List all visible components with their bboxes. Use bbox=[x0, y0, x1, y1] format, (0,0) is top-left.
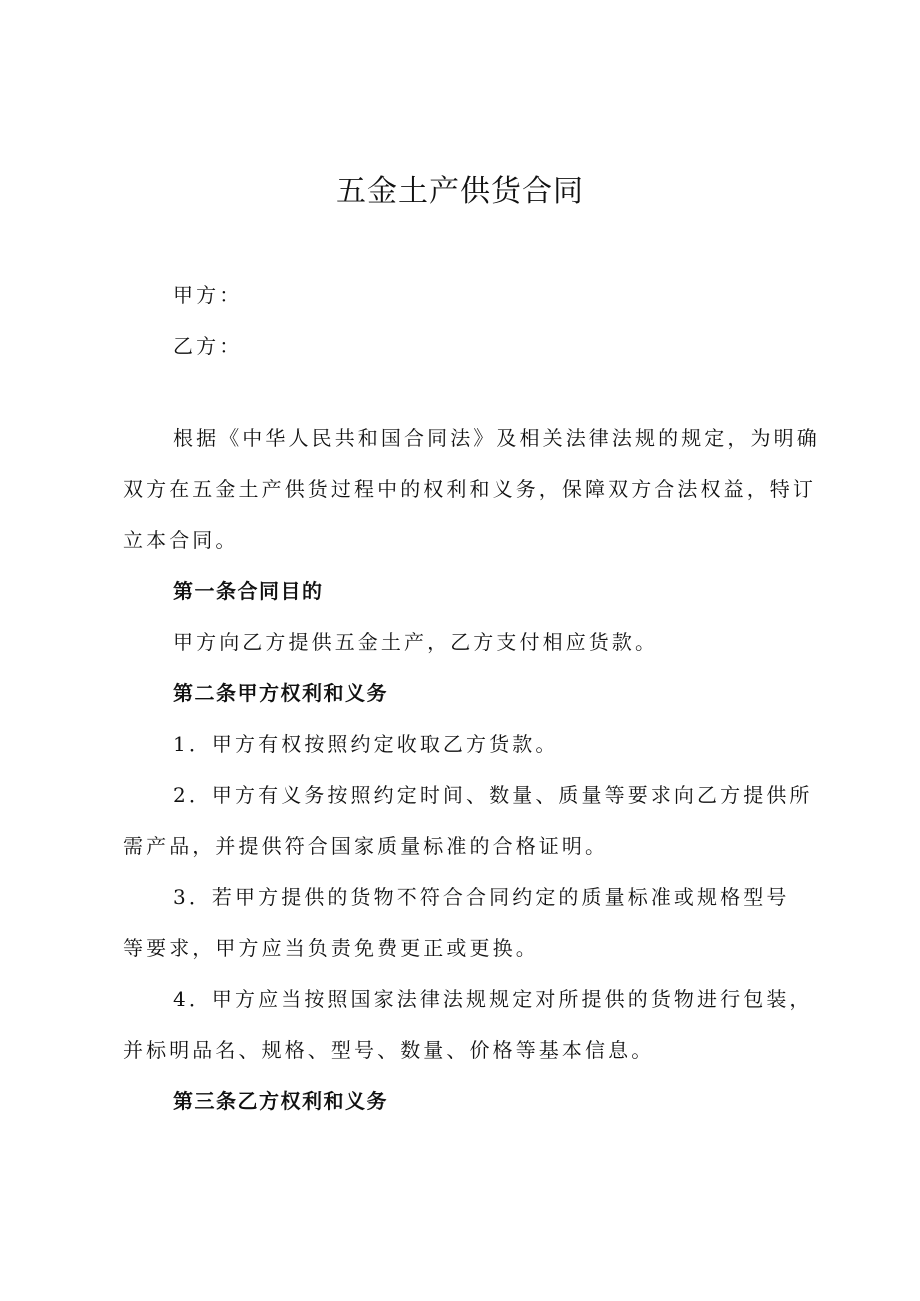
preamble-line: 立本合同。 bbox=[123, 528, 239, 552]
article-2-heading: 第二条甲方权利和义务 bbox=[173, 681, 388, 705]
article-2-item-3-cont: 等要求，甲方应当负责免费更正或更换。 bbox=[123, 936, 539, 960]
article-1-text: 甲方向乙方提供五金土产，乙方支付相应货款。 bbox=[173, 630, 659, 654]
article-2-item-2-cont: 需产品，并提供符合国家质量标准的合格证明。 bbox=[123, 834, 609, 858]
article-2-item-4: 4．甲方应当按照国家法律法规规定对所提供的货物进行包装， bbox=[173, 987, 813, 1011]
article-2-item-2: 2．甲方有义务按照约定时间、数量、质量等要求向乙方提供所 bbox=[173, 783, 813, 807]
article-2-item-1: 1．甲方有权按照约定收取乙方货款。 bbox=[173, 732, 559, 756]
preamble-line: 根据《中华人民共和国合同法》及相关法律法规的规定，为明确 bbox=[173, 426, 820, 450]
party-b-label: 乙方： bbox=[173, 334, 243, 358]
article-2-item-3: 3．若甲方提供的货物不符合合同约定的质量标准或规格型号 bbox=[173, 885, 790, 909]
party-section bbox=[123, 270, 823, 372]
preamble-line: 双方在五金土产供货过程中的权利和义务，保障双方合法权益，特订 bbox=[123, 477, 816, 501]
party-a-label: 甲方： bbox=[173, 283, 243, 307]
document-title: 五金土产供货合同 bbox=[336, 174, 584, 209]
article-3-heading: 第三条乙方权利和义务 bbox=[173, 1089, 388, 1113]
article-1-heading: 第一条合同目的 bbox=[173, 579, 324, 603]
article-2-item-4-cont: 并标明品名、规格、型号、数量、价格等基本信息。 bbox=[123, 1038, 655, 1062]
preamble-paragraph bbox=[123, 413, 823, 1127]
